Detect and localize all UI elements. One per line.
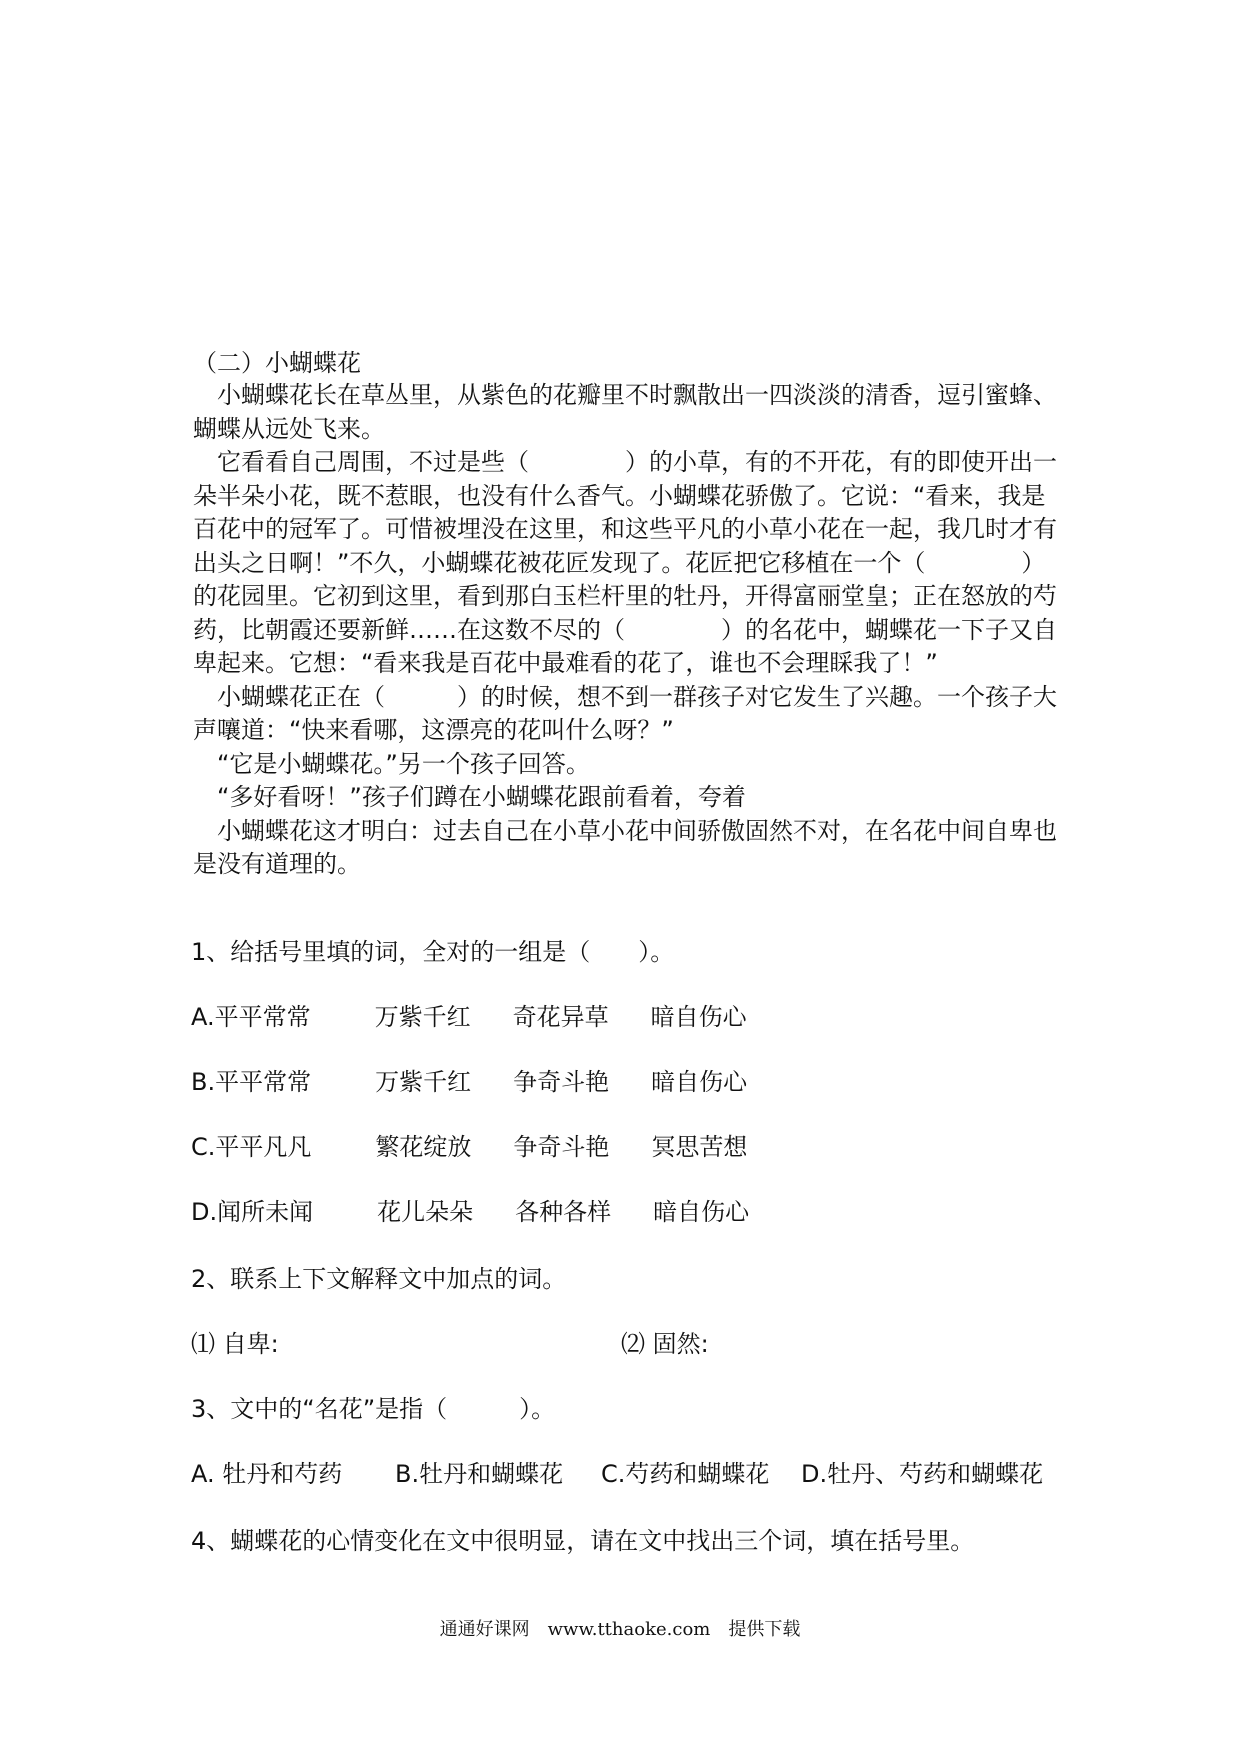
option-word: 争奇斗艳	[513, 1068, 610, 1096]
option-word: 暗自伤心	[650, 1003, 747, 1031]
option-word: 万紫千红	[374, 1003, 471, 1031]
q1-option-a	[191, 1001, 747, 1033]
q3-option-c: C.芍药和蝴蝶花	[601, 1460, 770, 1488]
option-letter: A.	[191, 1003, 215, 1031]
option-letter: C.	[191, 1133, 216, 1161]
option-letter: D.	[191, 1198, 218, 1226]
q3-option-d: D.牡丹、芍药和蝴蝶花	[801, 1460, 1044, 1488]
option-word: 奇花异草	[512, 1003, 609, 1031]
question-2: 2、联系上下文解释文中加点的词。	[191, 1265, 567, 1293]
footer-credit: 通通好课网 www.tthaoke.com 提供下载	[439, 1619, 801, 1640]
question-3: 3、文中的“名花”是指（ ）。	[191, 1395, 556, 1423]
passage-paragraph: 小蝴蝶花这才明白：过去自己在小草小花中间骄傲固然不对，在名花中间自卑也是没有道理的。	[193, 816, 1057, 878]
passage-paragraph: “多好看呀！”孩子们蹲在小蝴蝶花跟前看着，夸着	[217, 783, 746, 811]
q2-item-2: ⑵ 固然:	[621, 1330, 709, 1358]
passage-paragraph: 它看看自己周围，不过是些（ ）的小草，有的不开花，有的即使开出一朵半朵小花，既不惹眼，也没有什么香气。小蝴蝶花骄傲了。它说：“看来，我是百花中的冠军了。可惜被埋没在这里，和这些平凡的小草小花在一起，我几时才有出头之日啊！”不久，小蝴蝶花被花匠发现了。花匠把它移植在一个（ ）的花园里。它初到这里，看到那白玉栏杆里的牡丹，开得富丽堂皇；正在怒放的芍药，比朝霞还要新鲜……在这数不尽的（ ）的名花中，蝴蝶花一下子又自卑起来。它想：“看来我是百花中最难看的花了，谁也不会理睬我了！”	[193, 448, 1057, 677]
q3-options	[191, 1458, 1043, 1490]
option-word: 各种各样	[515, 1198, 612, 1226]
option-word: 争奇斗艳	[513, 1133, 610, 1161]
passage-paragraph: “它是小蝴蝶花。”另一个孩子回答。	[217, 749, 590, 778]
question-1: 1、给括号里填的词，全对的一组是（ ）。	[191, 938, 675, 966]
passage-body	[193, 379, 1063, 882]
option-word: 暗自伤心	[653, 1198, 750, 1226]
passage-paragraph: 小蝴蝶花长在草丛里，从紫色的花瓣里不时飘散出一四淡淡的清香，逗引蜜蜂、蝴蝶从远处飞来。	[193, 381, 1057, 443]
q1-option-c	[191, 1131, 747, 1163]
option-word: 繁花绽放	[375, 1133, 472, 1161]
q1-option-b	[191, 1066, 747, 1098]
option-word: 冥思苦想	[651, 1133, 748, 1161]
q1-option-d	[191, 1196, 749, 1228]
option-word: 花儿朵朵	[377, 1198, 474, 1226]
option-word: 暗自伤心	[651, 1068, 748, 1096]
q3-option-a: A. 牡丹和芍药	[191, 1460, 343, 1488]
option-word: 平平常常	[214, 1003, 311, 1031]
passage-title: （二）小蝴蝶花	[193, 349, 361, 377]
option-letter: B.	[191, 1068, 216, 1096]
option-word: 平平凡凡	[215, 1133, 312, 1161]
q3-option-b: B.牡丹和蝴蝶花	[395, 1460, 564, 1488]
q2-item-1: ⑴ 自卑:	[191, 1330, 279, 1358]
option-word: 平平常常	[215, 1068, 312, 1096]
question-4: 4、蝴蝶花的心情变化在文中很明显，请在文中找出三个词，填在括号里。	[191, 1527, 975, 1555]
option-word: 闻所未闻	[217, 1198, 314, 1226]
option-word: 万紫千红	[375, 1068, 472, 1096]
passage-paragraph: 小蝴蝶花正在（ ）的时候，想不到一群孩子对它发生了兴趣。一个孩子大声嚷道：“快来看哪，这漂亮的花叫什么呀？”	[193, 682, 1057, 744]
